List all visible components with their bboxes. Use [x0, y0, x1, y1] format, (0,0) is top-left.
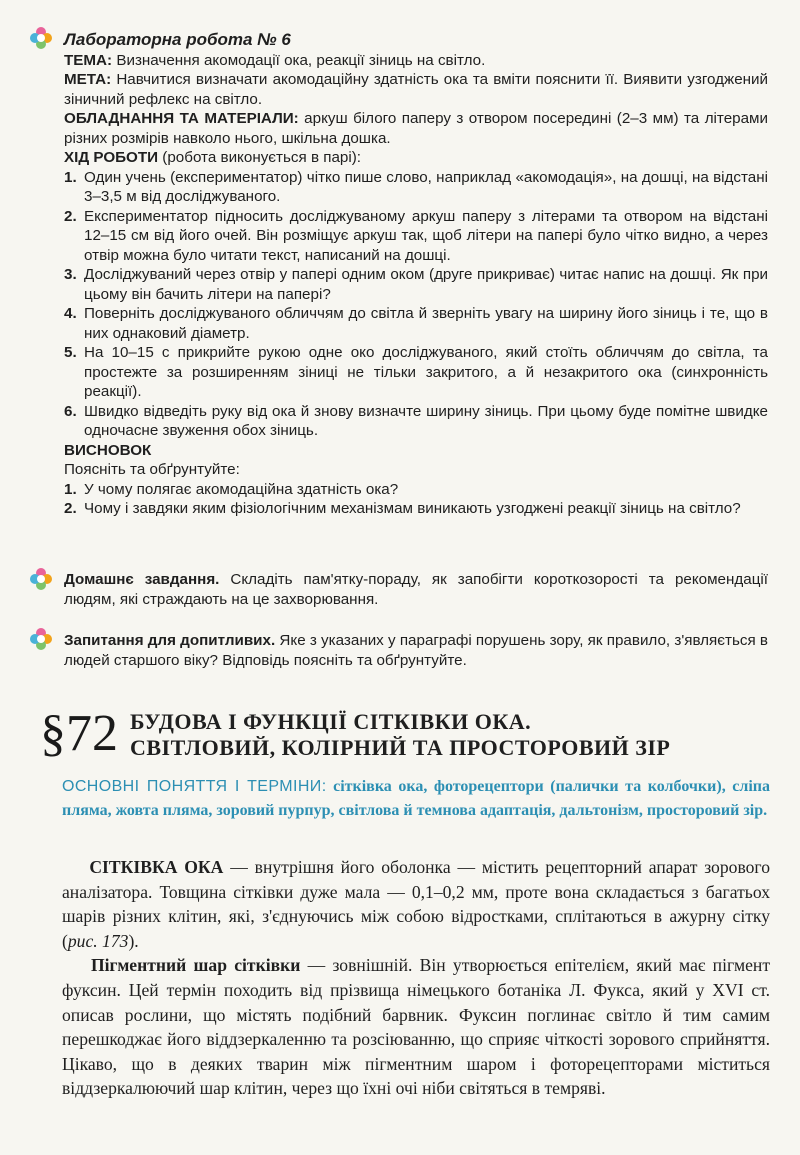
section-title-line: БУДОВА І ФУНКЦІЇ СІТКІВКИ ОКА. [130, 709, 532, 734]
procedure-step: 2. Експериментатор підносить досліджуваному аркуш паперу з літерами та отвором на відстані 12–15 см від його очей. Він розміщує аркуш так, щоб літери на папері було чітко видно, а через отвір можна було читати текст, написаний на дошці. [64, 207, 768, 264]
question-item: 1. У чому полягає акомодаційна здатність ока? [64, 480, 399, 498]
homework-text: Складіть пам'ятку-пораду, як запобігти короткозорості та рекомендації людям, які страждають на це захворювання. [64, 571, 768, 608]
equipment-text: аркуш білого паперу з отвором посередині (2–3 мм) та літерами різних розмірів навколо нього, шкільна дошка. [64, 110, 768, 147]
procedure-step: 5. На 10–15 с прикрийте рукою одне око досліджуваного, який стоїть обличчям до світла, та простежте за розширенням зіниці не тільки закритого, а й незакритого ока (синхронність реакції). [64, 344, 768, 400]
flower-bullet-icon [30, 628, 52, 650]
question-item: 2. Чому і завдяки яким фізіологічним механізмам виникають узгоджені реакції зіниць на світло? [64, 500, 741, 517]
curious-label: Запитання для допитливих. [64, 632, 276, 649]
body-paragraph: СІТКІВКА ОКА — внутрішня його оболонка — містить рецепторний апарат зорового аналізатора. Товщина сітківки дуже мала — 0,1–0,2 мм, проте вона складається з багатьох шарів різних клітин, які, з'єднуючись між собою відростками, сплітаються в ажурну сітку (рис. 173). [62, 857, 771, 951]
flower-bullet-icon [30, 568, 52, 590]
lab-equipment [64, 109, 768, 148]
topic-label: ТЕМА: [64, 51, 113, 69]
curious-block [64, 631, 768, 671]
lab-goal [64, 70, 768, 109]
body-paragraph: Пігментний шар сітківки — зовнішній. Він утворюється епітелієм, який має пігмент фуксин. Цей термін походить від прізвища німецького ботаніка Л. Фукса, який у XVI ст. описав рослини, що містять подібний барвник. Фуксин поглинає світло й тим самим перешкоджає його віддзеркаленню та розсіюванню, що сприяє чіткості зорового сприйняття. Цікаво, що в деяких тварин між пігментним шаром і фоторецепторами міститься віддзеркалюючий шар клітин, через що їхні очі ніби світяться в темряві. [62, 955, 771, 1099]
section-title-line: СВІТЛОВИЙ, КОЛІРНИЙ ТА ПРОСТОРОВИЙ ЗІР [130, 735, 671, 760]
explain-prompt: Поясніть та обґрунтуйте: [64, 461, 240, 478]
key-concepts [62, 775, 770, 823]
paragraph-lead: Пігментний шар сітківки [90, 955, 301, 976]
curious-text: Яке з указаних у параграфі порушень зору, як правило, з'являється в людей старшого віку? Відповідь поясніть та обґрунтуйте. [64, 632, 768, 669]
figure-reference: рис. 173 [67, 930, 129, 951]
procedure-step: 3. Досліджуваний через отвір у папері одним оком (друге прикриває) читає напис на дошці. Як при цьому він бачить літери на папері? [64, 266, 768, 303]
equipment-label: ОБЛАДНАННЯ ТА МАТЕРІАЛИ: [64, 110, 299, 127]
flower-bullet-icon [30, 27, 52, 49]
lab-topic [64, 51, 768, 71]
procedure-text: (робота виконується в парі): [162, 149, 362, 166]
paragraph-lead: СІТКІВКА ОКА [89, 857, 224, 877]
concepts-label: ОСНОВНІ ПОНЯТТЯ І ТЕРМІНИ: [62, 778, 327, 795]
lab-procedure [64, 148, 768, 168]
topic-text: Визначення акомодації ока, реакції зіниць на світло. [116, 51, 486, 69]
section-number: §72 [40, 705, 118, 762]
homework-block [64, 570, 768, 610]
procedure-step: 1. Один учень (експериментатор) чітко пише слово, наприклад «акомодація», на дошці, на відстані 3–3,5 м від досліджуваного. [64, 168, 768, 205]
goal-text: Навчитися визначати акомодаційну здатність ока та вміти пояснити її. Виявити узгоджений зіничний рефлекс на світло. [64, 71, 768, 108]
procedure-label: ХІД РОБОТИ [64, 149, 159, 166]
conclusion-label: ВИСНОВОК [64, 441, 152, 459]
lab-title: Лабораторна робота № 6 [64, 30, 291, 49]
procedure-step: 4. Поверніть досліджуваного обличчям до світла й зверніть увагу на ширину його зіниць і те, що в них однаковий діаметр. [64, 305, 768, 342]
concepts-text: сітківка ока, фоторецептори (палички та колбочки), сліпа пляма, жовта пляма, зоровий пурпур, світлова й темнова адаптація, дальтонізм, просторовий зір. [62, 778, 771, 819]
procedure-step: 6. Швидко відведіть руку від ока й знову визначте ширину зіниць. При цьому буде помітне швидке одночасне звуження обох зіниць. [64, 402, 768, 439]
goal-label: МЕТА: [64, 71, 112, 88]
lab-work-section [64, 30, 768, 519]
homework-label: Домашнє завдання. [64, 571, 220, 588]
section-body [62, 855, 770, 1101]
section-title [130, 709, 780, 761]
